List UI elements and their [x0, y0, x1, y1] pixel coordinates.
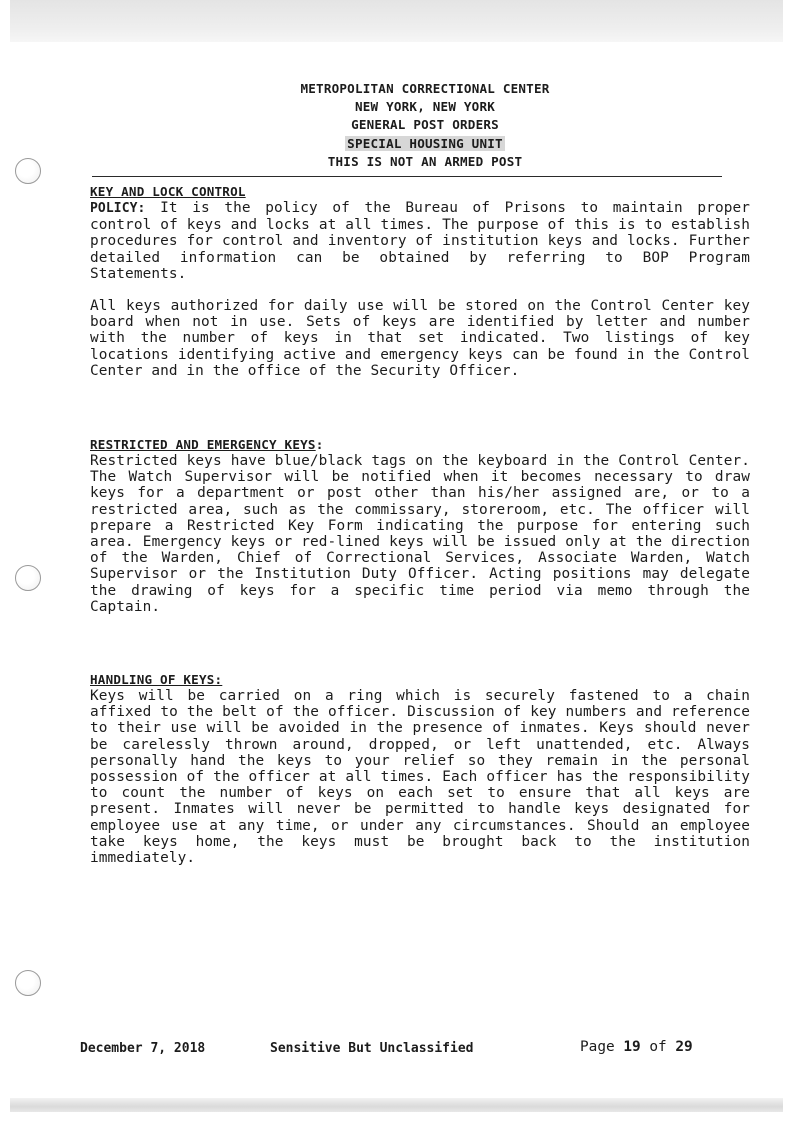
punch-hole-top — [15, 158, 41, 184]
policy-text: It is the policy of the Bureau of Prisons to maintain proper control of keys and locks at all times. The purpose of this is to establish procedures for control and inventory of institution keys and locks. Further detailed information can be obtained by referring to BOP Program Statements. — [90, 200, 750, 282]
footer-date: December 7, 2018 — [80, 1041, 206, 1056]
header-institution: METROPOLITAN CORRECTIONAL CENTER — [300, 81, 550, 96]
header-armed-status: THIS IS NOT AN ARMED POST — [327, 153, 523, 169]
section-handling-of-keys — [90, 672, 750, 866]
header-unit: SPECIAL HOUSING UNIT — [347, 135, 503, 151]
header-rule — [92, 176, 722, 177]
key-storage-paragraph: All keys authorized for daily use will be stored on the Control Center key board when not in use. Sets of keys are identified by letter and number with the number of keys in that set indicated. Two listings of key locations identifying active and emergency keys can be found in the Control Center and in the office of the Security Officer. — [90, 298, 750, 379]
punch-hole-middle — [15, 565, 41, 591]
section-title: RESTRICTED AND EMERGENCY KEYS: — [90, 437, 324, 452]
punch-hole-bottom — [15, 970, 41, 996]
policy-label: POLICY: — [90, 201, 146, 216]
section-title: HANDLING OF KEYS: — [90, 672, 223, 687]
scan-edge-bottom — [10, 1098, 783, 1112]
section-title: KEY AND LOCK CONTROL — [90, 184, 246, 199]
policy-paragraph — [90, 200, 750, 282]
handling-keys-paragraph: Keys will be carried on a ring which is securely fastened to a chain affixed to the belt of the officer. Discussion of key numbers and reference to their use will be avoided in the presence of inmates. Keys should never be carelessly thrown around, dropped, or left unattended, etc. Always personally hand the keys to your relief so they remain in the personal possession of the officer at all times. Each officer has the responsibility to count the number of keys on each set to ensure that all keys are present. Inmates will never be permitted to handle keys designated for employee use at any time, or under any circumstances. Should an employee take keys home, the keys must be brought back to the institution immediately. — [90, 688, 750, 867]
section-key-lock-control — [90, 184, 750, 379]
header-doc-type: GENERAL POST ORDERS — [351, 117, 499, 133]
restricted-keys-paragraph: Restricted keys have blue/black tags on the keyboard in the Control Center. The Watch Supervisor will be notified when it becomes necessary to draw keys for a department or post other than his/her assigned are, or to a restricted area, such as the commissary, storeroom, etc. The officer will prepare a Restricted Key Form indicating the purpose for entering such area. Emergency keys or red-lined keys will be issued only at the direction of the Warden, Chief of Correctional Services, Associate Warden, Watch Supervisor or the Institution Duty Officer. Acting positions may delegate the drawing of keys for a specific time period via memo through the Captain. — [90, 453, 750, 615]
total-pages: 29 — [675, 1039, 693, 1055]
document-header — [200, 80, 650, 171]
footer-page-number: Page 19 of 29 — [580, 1039, 693, 1055]
section-restricted-emergency-keys — [90, 437, 750, 615]
scan-edge-top — [10, 0, 783, 42]
footer-classification: Sensitive But Unclassified — [270, 1041, 474, 1056]
current-page: 19 — [623, 1039, 641, 1055]
header-location: NEW YORK, NEW YORK — [354, 99, 496, 115]
